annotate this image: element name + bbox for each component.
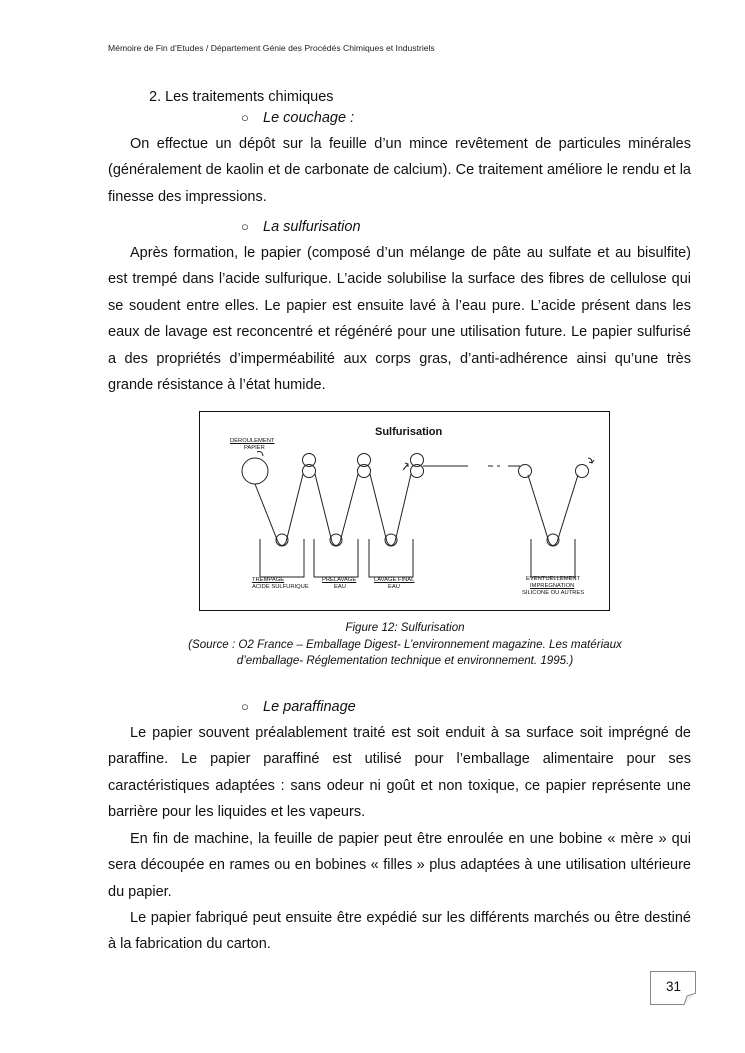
paragraph-paraffinage-3: Le papier fabriqué peut ensuite être expédié sur les différents marchés ou être destiné à la fabrication du carton. <box>108 910 691 953</box>
figure-caption <box>160 620 650 670</box>
page-number: 31 <box>665 979 681 994</box>
label-prelavage: PRELAVAGE <box>322 577 357 583</box>
running-header: Mémoire de Fin d’Etudes / Département Génie des Procédés Chimiques et Industriels <box>108 43 435 53</box>
tank-prelavage <box>314 539 358 577</box>
label-impregnation: IMPREGNATION <box>530 583 575 589</box>
tank-lavage <box>369 539 413 577</box>
label-silicone: SILICONE OU AUTRES <box>522 590 585 596</box>
label-eventuellement: EVENTUELLEMENT <box>526 576 581 582</box>
page-number-box <box>650 971 696 1005</box>
tank-trempage <box>260 539 304 577</box>
subsection-paraffinage <box>241 699 356 715</box>
page-curl-icon <box>684 993 696 1005</box>
label-acide: ACIDE SULFURIQUE <box>252 584 309 590</box>
sulfurisation-diagram <box>199 411 610 611</box>
paragraph-paraffinage-1: Le papier souvent préalablement traité est soit enduit à sa surface soit imprégné de paraffine. Le papier paraffiné est utilisé pour l’emballage alimentaire pour ses caractéristiques adaptées : sans odeur ni goût et non toxique, ce papier représente une barrière pour les liquides et les vapeurs. <box>108 725 691 821</box>
subsection-couchage <box>241 110 354 126</box>
bullet-icon: ○ <box>241 219 249 234</box>
paragraph-couchage: On effectue un dépôt sur la feuille d’un mince revêtement de particules minérales (généralement de kaolin et de carbonate de calcium). Ce traitement améliore le rendu et la finesse des impressions. <box>108 136 691 205</box>
label-papier: PAPIER <box>244 445 265 451</box>
tank-impregnation <box>531 539 575 577</box>
label-eau-1: EAU <box>334 584 346 590</box>
diagram-title: Sulfurisation <box>375 426 443 438</box>
subsection-title: Le paraffinage <box>263 699 356 715</box>
caption-source-2: d’emballage- Réglementation technique et environnement. 1995.) <box>236 654 574 667</box>
feed-roll <box>242 458 268 484</box>
bullet-icon: ○ <box>241 110 249 125</box>
section-title: 2. Les traitements chimiques <box>149 89 334 105</box>
label-lavage-final: LAVAGE FINAL <box>374 577 415 583</box>
label-eau-2: EAU <box>388 584 400 590</box>
caption-source-1: (Source : O2 France – Emballage Digest- L’environnement magazine. Les matériaux <box>188 637 622 651</box>
subsection-sulfurisation <box>241 219 361 235</box>
label-trempage: TREMPAGE <box>252 577 285 583</box>
paragraph-paraffinage-2: En fin de machine, la feuille de papier peut être enroulée en une bobine « mère » qui sera découpée en rames ou en bobines « filles » plus adaptées à une utilisation ultérieure du papier. <box>108 831 691 900</box>
paragraph-sulfurisation: Après formation, le papier (composé d’un mélange de pâte au sulfate et au bisulfite) est trempé dans l’acide sulfurique. L’acide solubilise la surface des fibres de cellulose qui se soudent entre elles. Le papier est ensuite lavé à l’eau pure. L’acide présent dans les eaux de lavage est reconcentré et régénéré pour une utilisation future. Le papier sulfurisé a des propriétés d’imperméabilité aux corps gras, d’anti-adhérence ainsi qu’une très grande résistance à l’état humide. <box>108 245 691 394</box>
subsection-title: La sulfurisation <box>263 219 361 235</box>
caption-title: Figure 12: Sulfurisation <box>345 621 465 634</box>
label-deroulement: DÉROULEMENT <box>230 438 275 444</box>
subsection-title: Le couchage : <box>263 110 355 126</box>
bullet-icon: ○ <box>241 699 249 714</box>
